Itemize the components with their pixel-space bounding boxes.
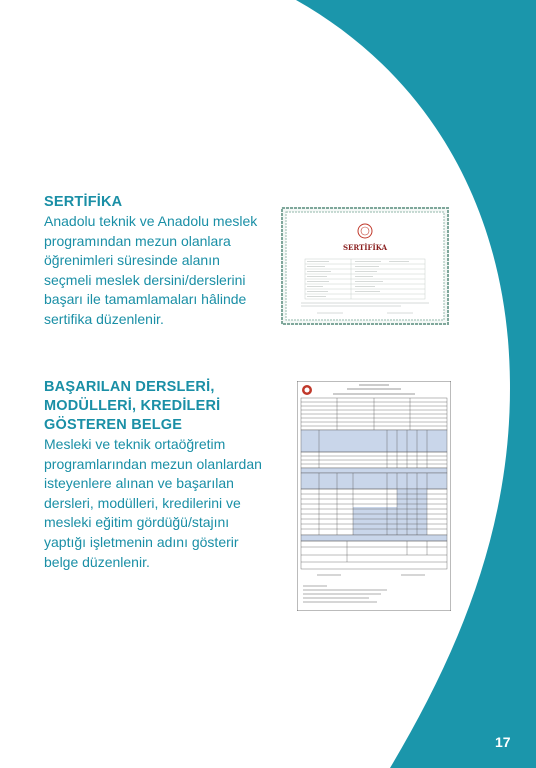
transcript-section (44, 378, 270, 572)
transcript-document-image (297, 381, 451, 611)
certificate-section (44, 193, 270, 330)
page-number: 17 (495, 734, 511, 750)
certificate-image (281, 207, 449, 325)
section-heading: BAŞARILAN DERSLERİ, MODÜLLERİ, KREDİLERİ GÖSTEREN BELGE (44, 379, 221, 433)
section-body: Anadolu teknik ve Anadolu meslek programından mezun olanlara öğrenimleri süresinde alanın seçmeli meslek dersini/derslerini başarı ile tamamlamaları hâlinde sertifika düzenlenir. (44, 213, 258, 327)
section-heading: SERTİFİKA (44, 194, 123, 210)
section-body: Mesleki ve teknik ortaöğretim programlarından mezun olanlardan isteyenlere alınan ve başarılan dersleri, modülleri, kredilerini ve mesleki eğitim gördüğü/stajını yaptığı işletmenin adını gösterir belge düzenlenir. (44, 436, 262, 570)
certificate-heading: SERTİFİKA (342, 243, 388, 252)
